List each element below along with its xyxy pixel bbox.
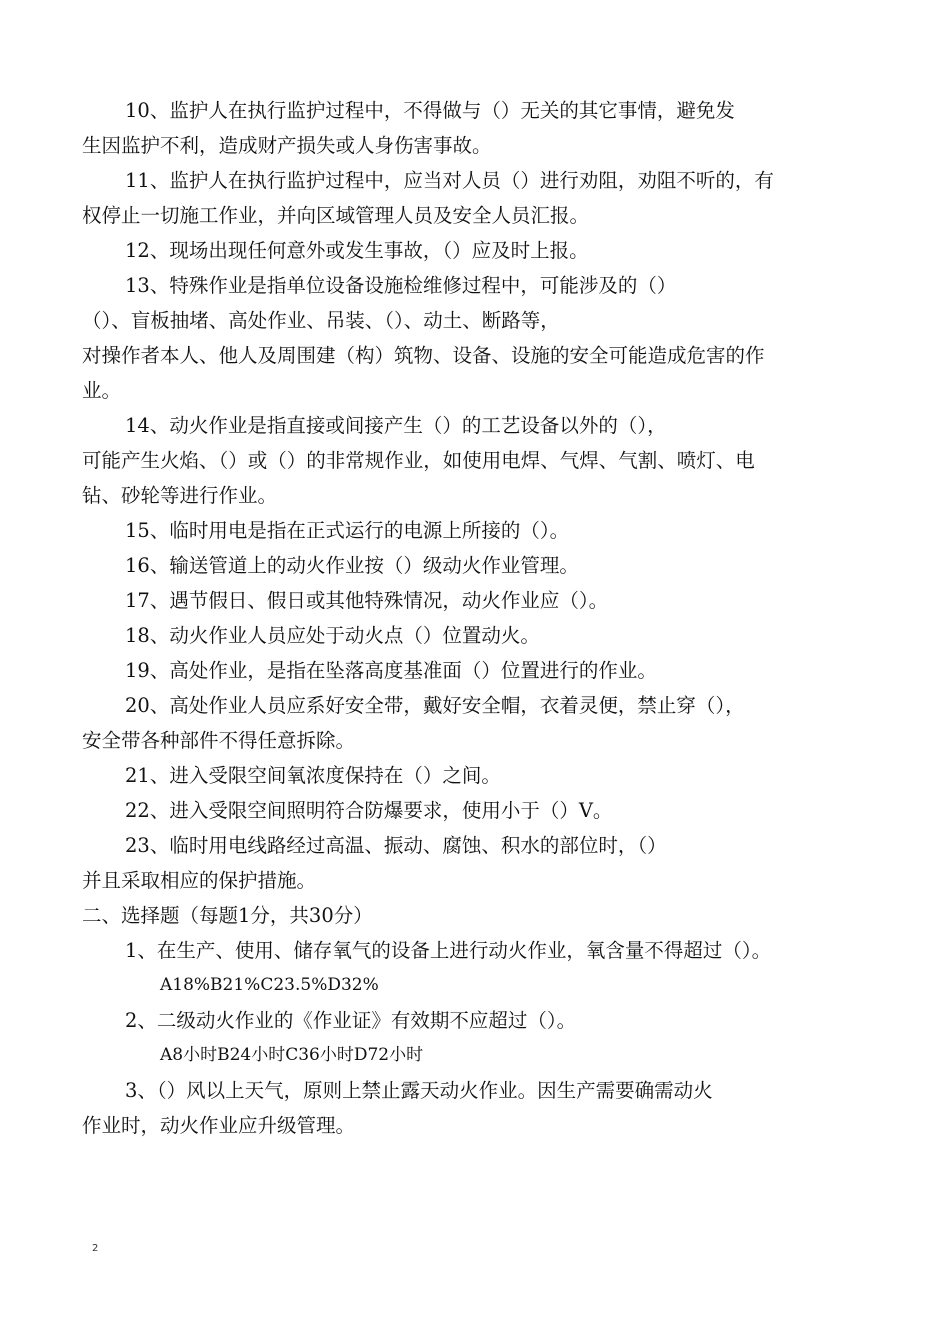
text-line: 23、临时用电线路经过高温、振动、腐蚀、积水的部位时，（） — [125, 834, 667, 857]
text-line: 2、二级动火作业的《作业证》有效期不应超过（）。 — [125, 1009, 577, 1032]
document-body — [82, 93, 867, 1143]
text-line: 作业时，动火作业应升级管理。 — [82, 1114, 356, 1137]
text-line: 19、高处作业，是指在坠落高度基准面（）位置进行的作业。 — [125, 659, 657, 682]
text-line: 并且采取相应的保护措施。 — [82, 869, 317, 892]
text-line: 业。 — [82, 379, 122, 402]
text-line: A18%B21%C23.5%D32% — [160, 975, 379, 995]
text-line: 12、现场出现任何意外或发生事故，（）应及时上报。 — [125, 239, 589, 262]
text-line: （）、盲板抽堵、高处作业、吊装、（）、动土、断路等， — [82, 309, 560, 332]
text-line: 17、遇节假日、假日或其他特殊情况，动火作业应（）。 — [125, 589, 609, 612]
text-line: 20、高处作业人员应系好安全带，戴好安全帽，衣着灵便，禁止穿（）， — [125, 694, 745, 717]
text-line: 钻、砂轮等进行作业。 — [82, 484, 278, 507]
text-line: 安全带各种部件不得任意拆除。 — [82, 729, 356, 752]
text-line: 21、进入受限空间氧浓度保持在（）之间。 — [125, 764, 501, 787]
text-line: 15、临时用电是指在正式运行的电源上所接的（）。 — [125, 519, 570, 542]
text-line: 10、监护人在执行监护过程中，不得做与（）无关的其它事情，避免发 — [125, 99, 735, 122]
text-line: 11、监护人在执行监护过程中，应当对人员（）进行劝阻，劝阻不听的，有 — [125, 169, 774, 192]
text-line: 对操作者本人、他人及周围建（构）筑物、设备、设施的安全可能造成危害的作 — [82, 344, 765, 367]
text-line: 二、选择题（每题1分，共30分） — [82, 904, 373, 927]
text-line: 16、输送管道上的动火作业按（）级动火作业管理。 — [125, 554, 579, 577]
text-line: A8小时B24小时C36小时D72小时 — [160, 1045, 424, 1065]
text-line: 18、动火作业人员应处于动火点（）位置动火。 — [125, 624, 540, 647]
text-line: 3、（）风以上天气，原则上禁止露天动火作业。因生产需要确需动火 — [125, 1079, 713, 1102]
text-line: 权停止一切施工作业，并向区域管理人员及安全人员汇报。 — [82, 204, 590, 227]
text-line: 可能产生火焰、（）或（）的非常规作业，如使用电焊、气焊、气割、喷灯、电 — [82, 449, 755, 472]
text-line: 13、特殊作业是指单位设备设施检维修过程中，可能涉及的（） — [125, 274, 677, 297]
text-line: 1、在生产、使用、储存氧气的设备上进行动火作业，氧含量不得超过（）。 — [125, 939, 772, 962]
page-number: 2 — [92, 1243, 99, 1254]
text-line: 22、进入受限空间照明符合防爆要求，使用小于（）V。 — [125, 799, 613, 822]
text-line: 14、动火作业是指直接或间接产生（）的工艺设备以外的（）， — [125, 414, 667, 437]
text-line: 生因监护不利，造成财产损失或人身伤害事故。 — [82, 134, 492, 157]
